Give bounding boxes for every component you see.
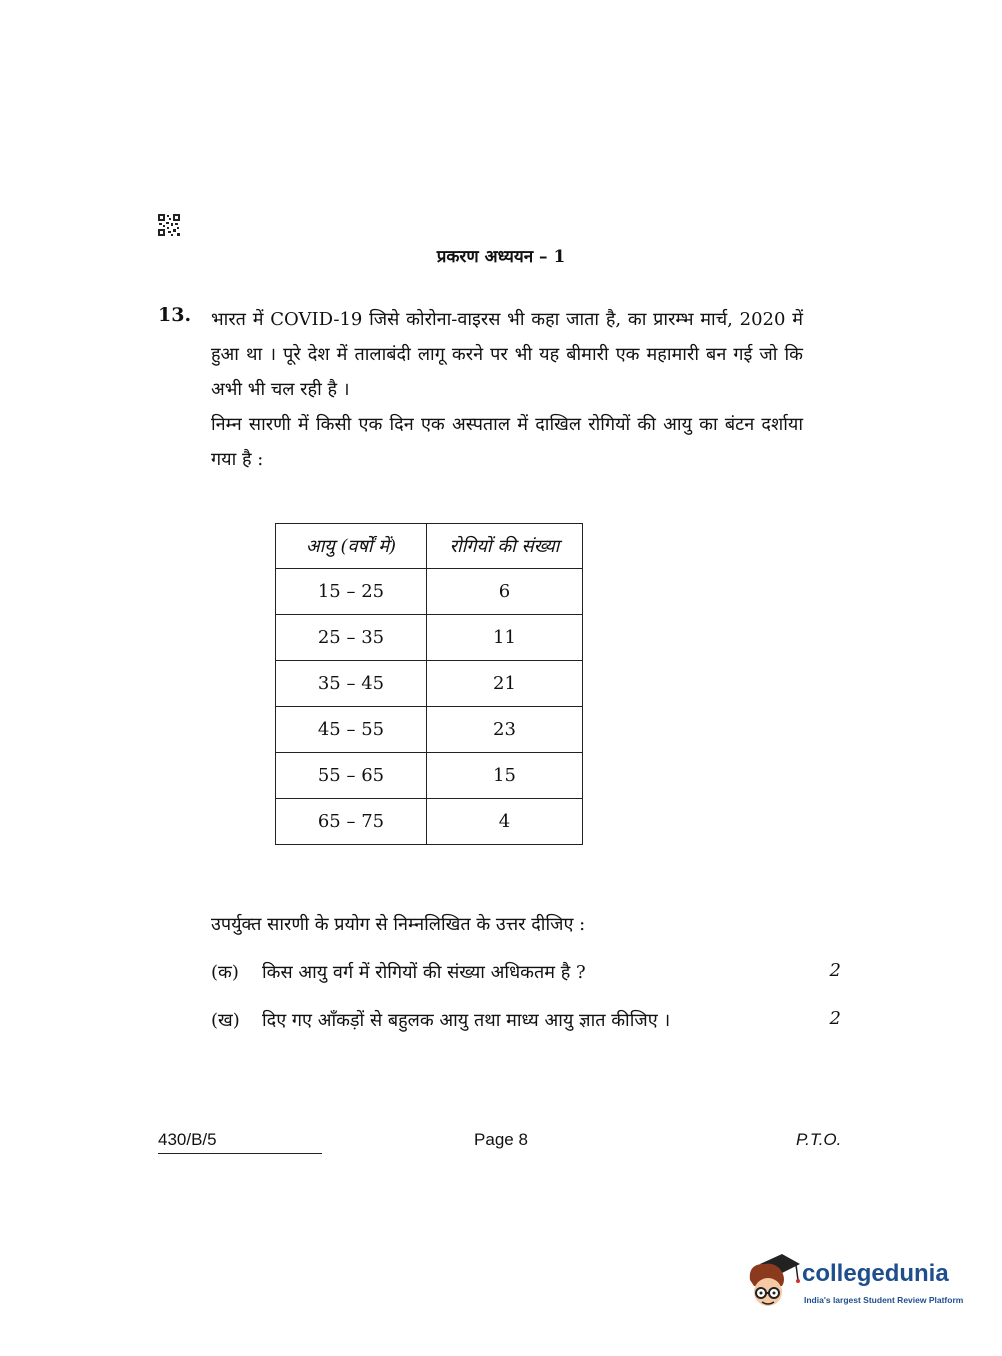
table-row (276, 569, 583, 615)
sub-question-label: (क) (211, 962, 239, 983)
count-cell: 23 (427, 707, 583, 753)
age-cell: 55 – 65 (276, 753, 427, 799)
count-cell: 4 (427, 799, 583, 845)
logo-wordmark: collegedunia (802, 1260, 949, 1287)
logo-tagline: India's largest Student Review Platform (804, 1295, 964, 1305)
page-number: Page 8 (474, 1130, 528, 1149)
sub-question-marks: 2 (829, 960, 841, 981)
table-row (276, 615, 583, 661)
pto-label: P.T.O. (796, 1130, 842, 1149)
age-cell: 65 – 75 (276, 799, 427, 845)
question-paragraph-1: भारत में COVID-19 जिसे कोरोना-वाइरस भी कहा जाता है, का प्रारम्भ मार्च, 2020 में हुआ था । पूरे देश में तालाबंदी लागू करने पर भी यह बीमारी एक महामारी बन गई जो कि अभी भी चल रही है । (211, 309, 803, 400)
section-heading: प्रकरण अध्ययन – 1 (436, 247, 566, 267)
table-row (276, 753, 583, 799)
header-patients: रोगियों की संख्या (427, 524, 583, 569)
count-cell: 11 (427, 615, 583, 661)
answer-instruction: उपर्युक्त सारणी के प्रयोग से निम्नलिखित के उत्तर दीजिए : (211, 914, 586, 935)
sub-question-text: किस आयु वर्ग में रोगियों की संख्या अधिकतम है ? (262, 962, 586, 983)
age-cell: 15 – 25 (276, 569, 427, 615)
table-row (276, 799, 583, 845)
paper-code: 430/B/5 (158, 1130, 217, 1149)
age-cell: 25 – 35 (276, 615, 427, 661)
collegedunia-logo (742, 1250, 972, 1314)
count-cell: 15 (427, 753, 583, 799)
count-cell: 6 (427, 569, 583, 615)
age-cell: 45 – 55 (276, 707, 427, 753)
sub-question-marks: 2 (829, 1008, 841, 1029)
footer-divider (158, 1153, 322, 1154)
header-age: आयु (वर्षों में) (276, 524, 427, 569)
table-row (276, 707, 583, 753)
sub-question-text: दिए गए आँकड़ों से बहुलक आयु तथा माध्य आयु ज्ञात कीजिए । (262, 1010, 671, 1031)
question-number: 13. (158, 304, 192, 326)
age-cell: 35 – 45 (276, 661, 427, 707)
question-body (211, 302, 803, 477)
question-paragraph-2: निम्न सारणी में किसी एक दिन एक अस्पताल में दाखिल रोगियों की आयु का बंटन दर्शाया गया है : (211, 414, 803, 470)
table-header-row (276, 524, 583, 569)
table-row (276, 661, 583, 707)
sub-question-label: (ख) (211, 1010, 240, 1031)
mascot-graduation-cap-icon (742, 1250, 802, 1314)
qr-code-icon (158, 214, 180, 236)
age-distribution-table (275, 523, 583, 845)
count-cell: 21 (427, 661, 583, 707)
